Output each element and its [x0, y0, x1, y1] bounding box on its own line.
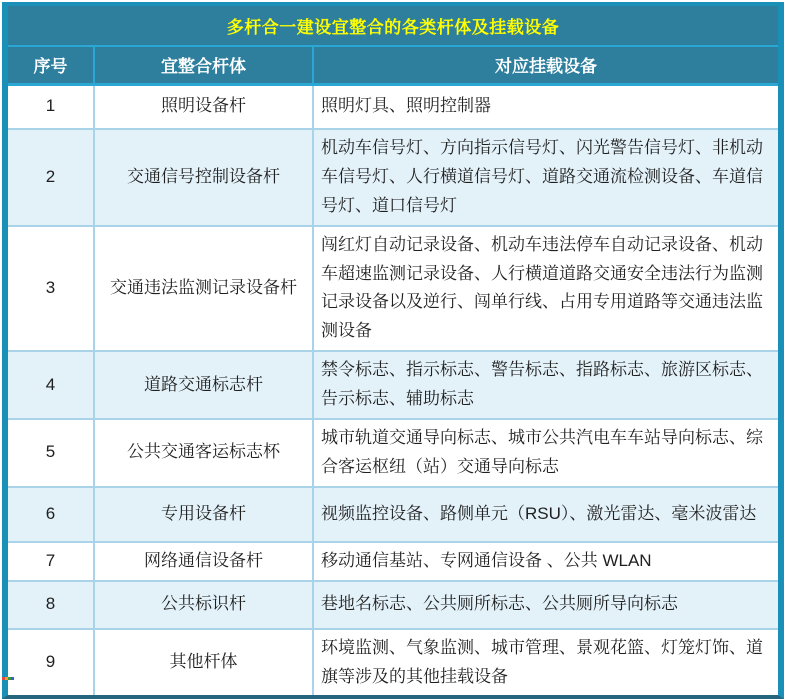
table-header	[8, 47, 778, 84]
mounted-devices-cell: 移动通信基站、专网通信设备 、公共 WLAN	[313, 542, 778, 581]
pole-type-cell: 专用设备杆	[94, 487, 313, 542]
mounted-devices-cell: 城市轨道交通导向标志、城市公共汽电车车站导向标志、综合客运枢纽（站）交通导向标志	[313, 419, 778, 487]
table-row	[8, 487, 778, 542]
table-body	[8, 84, 778, 695]
row-index-cell: 8	[8, 581, 94, 629]
column-header-mounted-devices: 对应挂载设备	[313, 47, 778, 84]
column-header-pole-type: 宜整合杆体	[94, 47, 313, 84]
row-index-cell: 5	[8, 419, 94, 487]
header-row	[8, 47, 778, 84]
row-index-cell: 7	[8, 542, 94, 581]
table-row	[8, 129, 778, 226]
pole-type-cell: 交通信号控制设备杆	[94, 129, 313, 226]
row-index-cell: 1	[8, 84, 94, 129]
pole-type-cell: 照明设备杆	[94, 84, 313, 129]
pole-type-cell: 道路交通标志杆	[94, 351, 313, 419]
table-row	[8, 226, 778, 352]
mounted-devices-cell: 视频监控设备、路侧单元（RSU）、激光雷达、毫米波雷达	[313, 487, 778, 542]
mounted-devices-cell: 禁令标志、指示标志、警告标志、指路标志、旅游区标志、告示标志、辅助标志	[313, 351, 778, 419]
row-index-cell: 3	[8, 226, 94, 352]
integration-table	[2, 2, 784, 699]
row-index-cell: 6	[8, 487, 94, 542]
table-row	[8, 581, 778, 629]
table-row	[8, 629, 778, 696]
table-row	[8, 84, 778, 129]
pole-equipment-table	[8, 47, 778, 695]
mounted-devices-cell: 闯红灯自动记录设备、机动车违法停车自动记录设备、机动车超速监测记录设备、人行横道道路交通安全违法行为监测记录设备以及逆行、闯单行线、占用专用道路等交通违法监测设备	[313, 226, 778, 352]
pole-type-cell: 公共交通客运标志杯	[94, 419, 313, 487]
pole-type-cell: 网络通信设备杆	[94, 542, 313, 581]
table-row	[8, 542, 778, 581]
mounted-devices-cell: 机动车信号灯、方向指示信号灯、闪光警告信号灯、非机动车信号灯、人行横道信号灯、道路交通流检测设备、车道信号灯、道口信号灯	[313, 129, 778, 226]
pole-type-cell: 公共标识杆	[94, 581, 313, 629]
pole-type-cell: 其他杆体	[94, 629, 313, 696]
table-row	[8, 419, 778, 487]
table-title: 多杆合一建设宜整合的各类杆体及挂载设备	[8, 6, 778, 47]
row-index-cell: 2	[8, 129, 94, 226]
mounted-devices-cell: 巷地名标志、公共厕所标志、公共厕所导向标志	[313, 581, 778, 629]
row-index-cell: 4	[8, 351, 94, 419]
mounted-devices-cell: 环境监测、气象监测、城市管理、景观花篮、灯笼灯饰、道旗等涉及的其他挂载设备	[313, 629, 778, 696]
pole-type-cell: 交通违法监测记录设备杆	[94, 226, 313, 352]
column-header-index: 序号	[8, 47, 94, 84]
bottom-left-pixel-artifact	[2, 677, 14, 680]
row-index-cell: 9	[8, 629, 94, 696]
mounted-devices-cell: 照明灯具、照明控制器	[313, 84, 778, 129]
table-row	[8, 351, 778, 419]
